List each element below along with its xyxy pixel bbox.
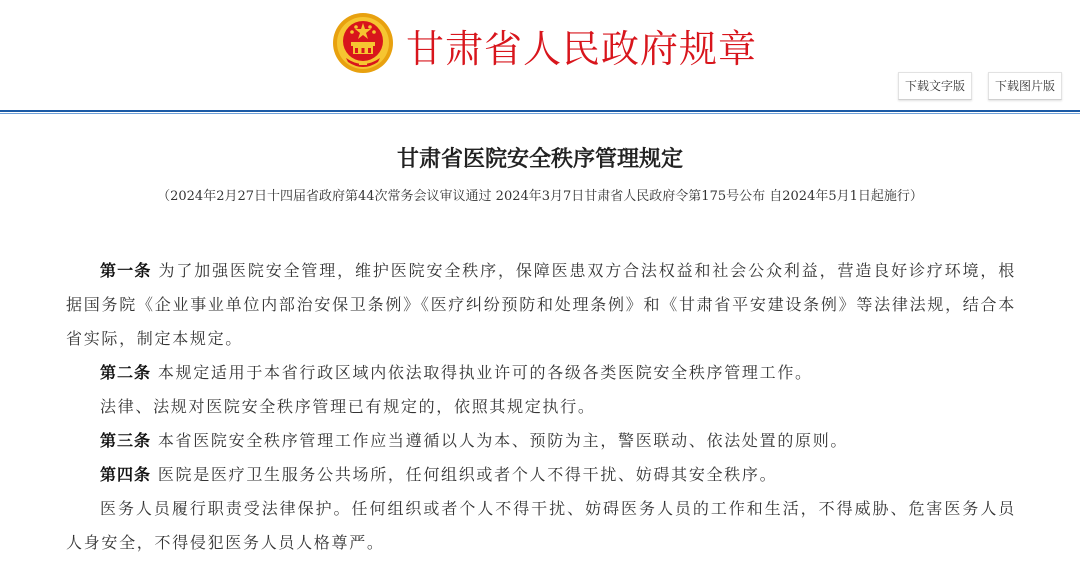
article-number: 第一条: [100, 261, 152, 280]
article-number: 第四条: [100, 465, 152, 484]
article-text: 医院是医疗卫生服务公共场所，任何组织或者个人不得干扰、妨碍其安全秩序。: [157, 465, 778, 484]
article-text: 为了加强医院安全管理，维护医院安全秩序，保障医患双方合法权益和社会公众利益，营造良好诊疗环境，根据国务院《企业事业单位内部治安保卫条例》《医疗纠纷预防和处理条例》和《甘肃省平安建设条例》等法律法规，结合本省实际，制定本规定。: [66, 261, 1016, 348]
article-paragraph: [66, 356, 1016, 390]
article-text: 本省医院安全秩序管理工作应当遵循以人为本、预防为主，警医联动、依法处置的原则。: [157, 431, 849, 450]
document-title: 甘肃省医院安全秩序管理规定: [396, 147, 683, 172]
site-title: 甘肃省人民政府规章: [406, 27, 758, 71]
article-number: 第二条: [100, 363, 152, 382]
national-emblem-icon: [332, 12, 394, 74]
article-paragraph: [66, 424, 1016, 458]
article-text: 本规定适用于本省行政区域内依法取得执业许可的各级各类医院安全秩序管理工作。: [157, 363, 813, 382]
paragraph-text: 医务人员履行职责受法律保护。任何组织或者个人不得干扰、妨碍医务人员的工作和生活，不得威胁、危害医务人员人身安全，不得侵犯医务人员人格尊严。: [66, 499, 1016, 552]
paragraph: [66, 492, 1016, 560]
article-paragraph: [66, 254, 1016, 356]
header-divider: [0, 110, 1080, 112]
article-number: 第三条: [100, 431, 152, 450]
paragraph-text: 法律、法规对医院安全秩序管理已有规定的，依照其规定执行。: [100, 397, 596, 416]
document-subtitle: （2024年2月27日十四届省政府第44次常务会议审议通过 2024年3月7日甘肃省人民政府令第175号公布 自2024年5月1日起施行）: [157, 189, 923, 204]
site-header: [0, 0, 1080, 112]
download-text-version-button[interactable]: 下载文字版: [898, 72, 972, 100]
paragraph: [66, 390, 1016, 424]
article-paragraph: [66, 458, 1016, 492]
download-image-version-button[interactable]: 下载图片版: [988, 72, 1062, 100]
document-body: [66, 254, 1016, 560]
header-divider-thin: [0, 113, 1080, 114]
